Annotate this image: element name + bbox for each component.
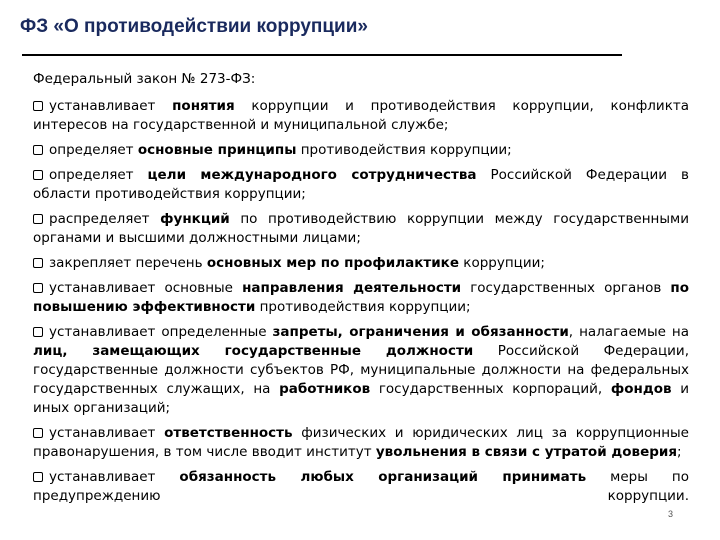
- item-text: Российской Федерации, государственные должности субъектов РФ, муниципальные должности на федеральных государственных служащих, на: [33, 343, 689, 397]
- emphasis-text: основные принципы: [137, 142, 297, 158]
- emphasis-text: лиц, замещающих государственные должности: [33, 343, 474, 359]
- item-text: коррупции;: [459, 255, 545, 271]
- list-item: [33, 323, 689, 418]
- emphasis-text: ответственность: [164, 425, 293, 441]
- emphasis-text: функций: [160, 211, 230, 227]
- item-text: устанавливает определенные: [49, 324, 273, 340]
- item-text: коррупции и противодействия коррупции, конфликта интересов на государственной и муниципальной службе;: [33, 98, 689, 133]
- checkbox-bullet-icon: [33, 145, 43, 155]
- item-text: противодействия коррупции;: [255, 299, 471, 315]
- emphasis-text: фондов: [610, 381, 672, 397]
- emphasis-text: основных мер по профилактике: [206, 255, 459, 271]
- emphasis-text: обязанность любых организаций принимать: [179, 469, 587, 485]
- slide-content: [33, 70, 689, 512]
- emphasis-text: увольнения в связи с утратой доверия: [375, 444, 678, 460]
- item-text: устанавливает: [49, 98, 173, 114]
- list-item: [33, 141, 689, 160]
- provisions-list: [33, 97, 689, 506]
- item-text: распределяет: [49, 211, 161, 227]
- emphasis-text: по повышению эффективности: [33, 280, 689, 315]
- list-item: [33, 279, 689, 317]
- list-item: [33, 424, 689, 462]
- item-text: по противодействию коррупции между государственными органами и высшими должностными лицами;: [33, 211, 689, 246]
- list-item: [33, 210, 689, 248]
- item-text: устанавливает основные: [49, 280, 243, 296]
- item-text: устанавливает: [49, 425, 165, 441]
- checkbox-bullet-icon: [33, 258, 43, 268]
- checkbox-bullet-icon: [33, 101, 43, 111]
- checkbox-bullet-icon: [33, 327, 43, 337]
- title-divider: [22, 54, 622, 56]
- checkbox-bullet-icon: [33, 214, 43, 224]
- item-text: и иных организаций;: [33, 381, 690, 416]
- item-text: противодействия коррупции;: [296, 142, 512, 158]
- emphasis-text: направления деятельности: [242, 280, 462, 296]
- item-text: государственных корпораций,: [370, 381, 611, 397]
- list-item: [33, 254, 689, 273]
- checkbox-bullet-icon: [33, 472, 43, 482]
- list-item: [33, 166, 689, 204]
- item-text: определяет: [49, 167, 148, 183]
- list-item: [33, 97, 689, 135]
- item-text: закрепляет перечень: [49, 255, 207, 271]
- item-text: государственных органов: [461, 280, 671, 296]
- slide-title: ФЗ «О противодействии коррупции»: [20, 16, 368, 37]
- emphasis-text: понятия: [172, 98, 235, 114]
- item-text: , налагаемые на: [568, 324, 689, 340]
- emphasis-text: запреты, ограничения и обязанности: [272, 324, 569, 340]
- item-text: ;: [677, 444, 682, 460]
- checkbox-bullet-icon: [33, 170, 43, 180]
- page-number: 3: [668, 509, 674, 519]
- checkbox-bullet-icon: [33, 283, 43, 293]
- item-text: устанавливает: [49, 469, 180, 485]
- item-text: определяет: [49, 142, 138, 158]
- emphasis-text: работников: [279, 381, 371, 397]
- item-text: физических и юридических лиц за коррупционные правонарушения, в том числе вводит институт: [33, 425, 689, 460]
- emphasis-text: цели международного сотрудничества: [147, 167, 477, 183]
- law-heading: Федеральный закон № 273-ФЗ:: [33, 71, 256, 87]
- item-text: Российской Федерации в области противодействия коррупции;: [33, 167, 689, 202]
- list-item: [33, 468, 689, 506]
- item-text: меры по предупреждению коррупции.: [33, 469, 689, 504]
- checkbox-bullet-icon: [33, 428, 43, 438]
